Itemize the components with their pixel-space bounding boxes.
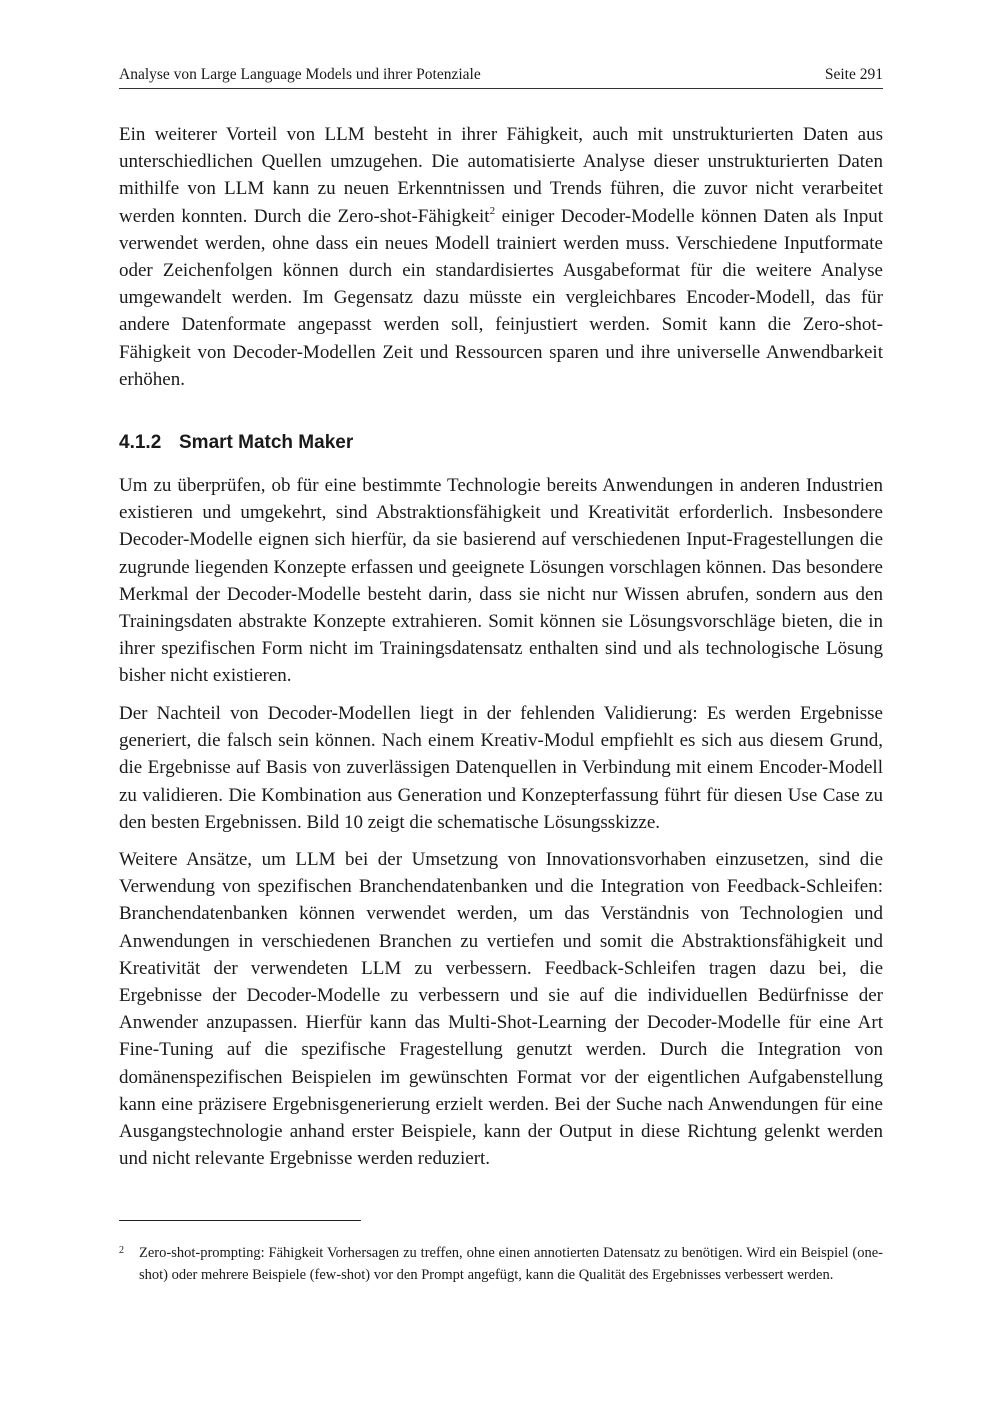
paragraph-zero-shot <box>119 121 883 393</box>
footnote-text: Zero-shot-prompting: Fähigkeit Vorhersagen zu treffen, ohne einen annotierten Datensatz zu benötigen. Wird ein Beispiel (one-shot) oder mehrere Beispiele (few-shot) vor den Prompt angefügt, kann die Qualität des Ergebnisses verbessert werden. <box>139 1245 883 1283</box>
paragraph-text: Ein weiterer Vorteil von LLM besteht in ihrer Fähigkeit, auch mit unstrukturierten Daten aus unterschiedlichen Quellen umzugehen. Die automatisierte Analyse dieser unstrukturierten Daten mithilfe von LLM kann zu neuen Erkenntnissen und Trends führen, die zuvor nicht verarbeitet werden konnten. Durch die Zero-shot-Fähigkeit <box>119 124 883 227</box>
header-title: Analyse von Large Language Models und ihrer Potenziale <box>119 66 481 83</box>
paragraph-text: einiger Decoder-Modelle können Daten als Input verwendet werden, ohne dass ein neues Modell trainiert werden muss. Verschiedene Inputformate oder Zeichenfolgen können durch ein standardisiertes Ausgabeformat für die weitere Analyse umgewandelt werden. Im Gegensatz dazu müsste ein vergleichbares Encoder-Modell, das für andere Datenformate angepasst werden soll, feinjustiert werden. Somit kann die Zero-shot-Fähigkeit von Decoder-Modellen Zeit und Ressourcen sparen und ihre universelle Anwendbarkeit erhöhen. <box>119 205 883 390</box>
footnote-mark: 2 <box>119 1245 124 1256</box>
footnote-reference[interactable]: 2 <box>489 204 496 217</box>
paragraph-smart-match: Um zu überprüfen, ob für eine bestimmte Technologie bereits Anwendungen in anderen Industrien existieren und umgekehrt, sind Abstraktionsfähigkeit und Kreativität erforderlich. Insbesondere Decoder-Modelle eignen sich hierfür, da sie basierend auf verschiedenen Input-Fragestellungen die zugrunde liegenden Konzepte erfassen und geeignete Lösungen vorschlagen können. Das besondere Merkmal der Decoder-Modelle besteht darin, dass sie nicht nur Wissen abrufen, sondern aus den Trainingsdaten abstrakte Konzepte extrahieren. Somit können sie Lösungsvorschläge bieten, die in ihrer spezifischen Form nicht im Trainingsdatensatz enthalten sind und als technologische Lösung bisher nicht existieren. <box>119 475 883 687</box>
section-heading <box>119 428 353 458</box>
running-header <box>119 66 883 89</box>
section-title: Smart Match Maker <box>179 432 354 453</box>
paragraph-further-approaches: Weitere Ansätze, um LLM bei der Umsetzung von Innovationsvorhaben einzusetzen, sind die Verwendung von spezifischen Branchendatenbanken und die Integration von Feedback-Schleifen: Branchendatenbanken können verwendet werden, um das Verständnis von Technologien und Anwendungen in verschiedenen Branchen zu vertiefen und somit die Abstraktionsfähigkeit und Kreativität der verwendeten LLM zu verbessern. Feedback-Schleifen tragen dazu bei, die Ergebnisse der Decoder-Modelle zu verbessern und sie auf die individuellen Bedürfnisse der Anwender anzupassen. Hierfür kann das Multi-Shot-Learning der Decoder-Modelle für eine Art Fine-Tuning auf die spezifische Fragestellung genutzt werden. Durch die Integration von domänenspezifischen Beispielen im gewünschten Format vor der eigentlichen Aufgabenstellung kann eine präzisere Ergebnisgenerierung erzielt werden. Bei der Suche nach Anwendungen für eine Ausgangstechnologie anhand erster Beispiele, kann der Output in diese Richtung gelenkt werden und nicht relevante Ergebnisse werden reduziert. <box>119 849 883 1170</box>
footnote <box>119 1243 883 1286</box>
section-number: 4.1.2 <box>119 432 162 453</box>
page-number: Seite 291 <box>824 66 883 83</box>
footnote-divider <box>119 1220 361 1221</box>
paragraph-disadvantage: Der Nachteil von Decoder-Modellen liegt in der fehlenden Validierung: Es werden Ergebnisse generiert, die falsch sein können. Nach einem Kreativ-Modul empfiehlt es sich aus diesem Grund, die Ergebnisse auf Basis von zuverlässigen Datenquellen in Verbindung mit einem Encoder-Modell zu validieren. Die Kombination aus Generation und Konzepterfassung führt für diesen Use Case zu den besten Ergebnissen. Bild 10 zeigt die schematische Lösungsskizze. <box>119 703 883 833</box>
